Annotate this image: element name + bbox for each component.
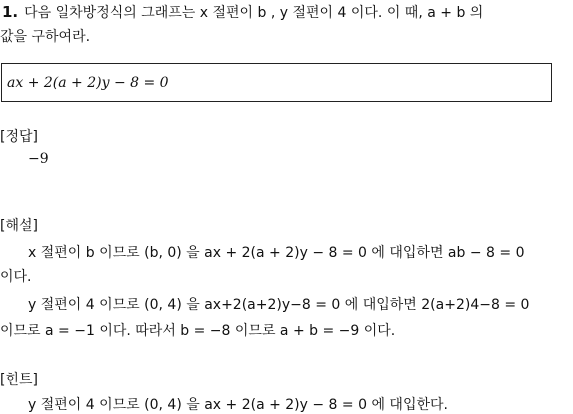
- question-text-2: 값을 구하여라.: [0, 29, 91, 45]
- answer-heading: [정답]: [0, 129, 38, 145]
- hint-line-1: y 절편이 4 이므로 (0, 4) 을 ax + 2(a + 2)y − 8 = 0 에 대입한다.: [28, 397, 448, 413]
- explanation-heading: [해설]: [0, 218, 38, 234]
- hint-heading: [힌트]: [0, 372, 38, 388]
- explanation-line-3: y 절편이 4 이므로 (0, 4) 을 ax+2(a+2)y−8 = 0 에 대입하면 2(a+2)4−8 = 0: [28, 297, 530, 313]
- equation-box: [1, 63, 552, 102]
- explanation-line-4: 이므로 a = −1 이다. 따라서 b = −8 이므로 a + b = −9 이다.: [0, 323, 396, 339]
- answer-value: −9: [28, 151, 49, 167]
- equation-text: ax + 2(a + 2)y − 8 = 0: [7, 75, 169, 91]
- explanation-line-2: 이다.: [0, 269, 32, 285]
- question-text-1: 다음 일차방정식의 그래프는 x 절편이 b , y 절편이 4 이다. 이 때, a + b 의: [24, 5, 484, 21]
- question-number: 1.: [2, 3, 19, 21]
- question-line-1: [2, 2, 483, 22]
- explanation-line-1: x 절편이 b 이므로 (b, 0) 을 ax + 2(a + 2)y − 8 = 0 에 대입하면 ab − 8 = 0: [28, 245, 525, 261]
